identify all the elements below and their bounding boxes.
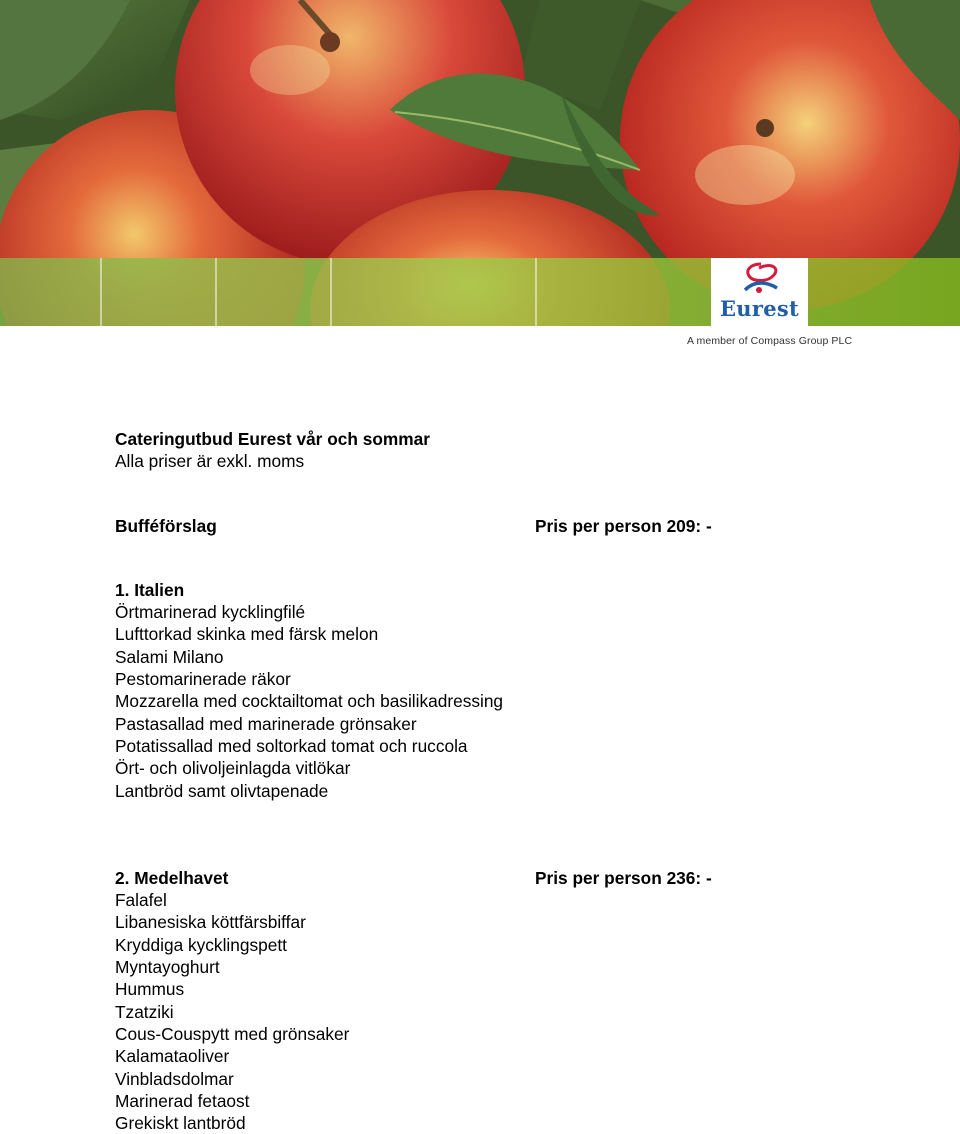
logo-emblem-icon	[711, 260, 808, 300]
header-banner	[0, 0, 960, 326]
list-item: Potatissallad med soltorkad tomat och ruccola	[115, 735, 468, 756]
catering-document	[115, 428, 835, 1134]
list-item: Libanesiska köttfärsbiffar	[115, 912, 306, 933]
list-item: Falafel	[115, 890, 167, 911]
list-item: Ört- och olivoljeinlagda vitlökar	[115, 758, 351, 779]
list-item: Mozzarella med cocktailtomat och basilikadressing	[115, 691, 504, 712]
logo-text: Eurest	[719, 296, 800, 321]
document-title: Cateringutbud Eurest vår och sommar	[115, 429, 430, 449]
list-item: Pastasallad med marinerade grönsaker	[115, 713, 417, 734]
list-item: Kryddiga kycklingspett	[115, 934, 287, 955]
list-item: Salami Milano	[115, 646, 224, 667]
menu-title-row	[115, 867, 835, 889]
list-item: Vinbladsdolmar	[115, 1068, 234, 1089]
list-item: Lantbröd samt olivtapenade	[115, 780, 329, 801]
list-item: Cous-Couspytt med grönsaker	[115, 1023, 350, 1044]
section-heading-row	[115, 515, 835, 537]
list-item: Grekiskt lantbröd	[115, 1113, 246, 1134]
document-subtitle: Alla priser är exkl. moms	[115, 451, 305, 472]
list-item: Myntayoghurt	[115, 957, 220, 978]
list-item: Örtmarinerad kycklingfilé	[115, 602, 306, 623]
list-item: Hummus	[115, 979, 185, 1000]
list-item: Pestomarinerade räkor	[115, 669, 291, 690]
tagline: A member of Compass Group PLC	[687, 335, 853, 347]
section-price: Pris per person 209: -	[535, 515, 712, 536]
menu-price: Pris per person 236: -	[535, 867, 712, 888]
list-item: Lufttorkad skinka med färsk melon	[115, 624, 379, 645]
list-item: Tzatziki	[115, 1001, 174, 1022]
list-item: Kalamataoliver	[115, 1046, 230, 1067]
apples-photo	[0, 0, 960, 326]
eurest-logo	[711, 258, 808, 326]
menu-title: 2. Medelhavet	[115, 867, 229, 888]
menu-title: 1. Italien	[115, 579, 185, 600]
list-item: Marinerad fetaost	[115, 1090, 250, 1111]
section-heading: Bufféförslag	[115, 515, 217, 536]
